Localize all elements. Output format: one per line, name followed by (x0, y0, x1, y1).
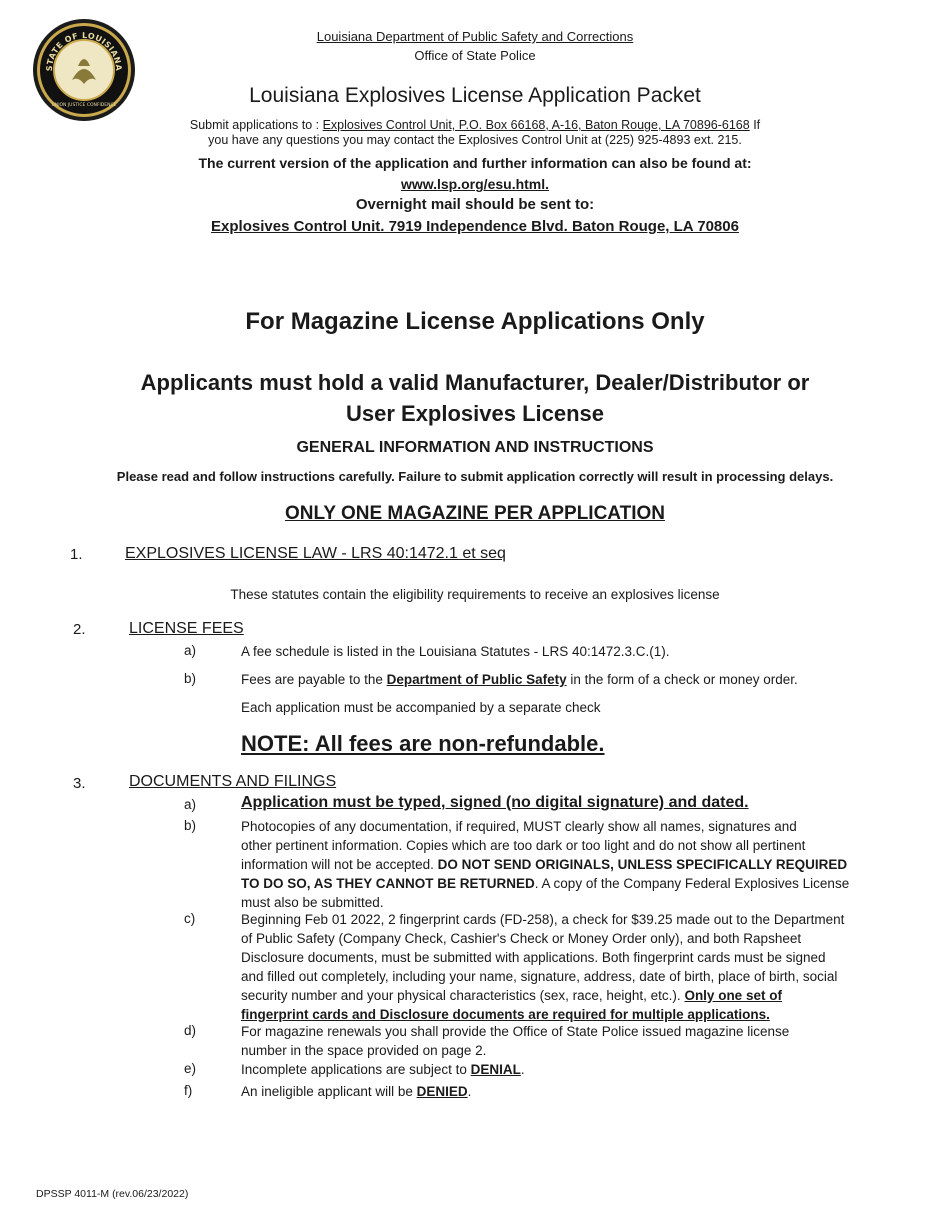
submit-suffix: If (749, 118, 761, 132)
separate-check-text: Each application must be accompanied by a separate check (241, 700, 601, 715)
ineligible-applicant-text (241, 1082, 891, 1101)
text-line: and filled out completely, including your name, signature, address, date of birth, place of birth, social (241, 969, 838, 984)
section-1-text: These statutes contain the eligibility requirements to receive an explosives license (230, 587, 720, 602)
section-2-title: LICENSE FEES (129, 620, 244, 637)
text-span: Incomplete applications are subject to (241, 1062, 471, 1077)
website-link[interactable]: www.lsp.org/esu.html. (400, 176, 550, 192)
magazine-heading: For Magazine License Applications Only (245, 308, 705, 335)
section-3-number: 3. (73, 775, 86, 792)
item-letter: c) (184, 911, 196, 926)
current-version-line: The current version of the application and further information can also be found at: (198, 155, 752, 171)
text-line: fingerprint cards and Disclosure documents are required for multiple applications. (241, 1007, 770, 1022)
fees-payable-text (241, 670, 891, 689)
text-span: security number and your physical characteristics (sex, race, height, etc.). (241, 988, 685, 1003)
fee-schedule-text: A fee schedule is listed in the Louisiana Statutes - LRS 40:1472.3.C.(1). (241, 644, 670, 659)
text-span: . (467, 1084, 472, 1099)
text-line (241, 874, 891, 893)
text-line (241, 855, 891, 874)
text-span: DENIED (416, 1084, 468, 1099)
overnight-heading: Overnight mail should be sent to: (355, 196, 595, 213)
non-refundable-note: NOTE: All fees are non-refundable. (241, 731, 605, 756)
text-line: Beginning Feb 01 2022, 2 fingerprint cards (FD-258), a check for $39.25 made out to the Department (241, 912, 845, 927)
text-span: DO NOT SEND ORIGINALS, UNLESS SPECIFICALLY REQUIRED (437, 857, 848, 872)
text-span: information will not be accepted. (241, 857, 438, 872)
packet-title: Louisiana Explosives License Application Packet (249, 84, 701, 107)
svg-text:UNION JUSTICE CONFIDENCE: UNION JUSTICE CONFIDENCE (51, 103, 117, 108)
renewal-paragraph (241, 1022, 891, 1060)
contact-line: you have any questions you may contact the Explosives Control Unit at (225) 925-4893 ext. 215. (208, 133, 742, 147)
item-letter: f) (184, 1083, 193, 1098)
text-line: Photocopies of any documentation, if required, MUST clearly show all names, signatures and (241, 819, 797, 834)
fingerprint-paragraph (241, 910, 901, 1024)
text-line: other pertinent information. Copies which are too dark or too light and do not show all pertinent (241, 838, 806, 853)
typed-signed-dated-text: Application must be typed, signed (no digital signature) and dated. (241, 794, 749, 811)
item-letter: b) (184, 818, 197, 833)
general-info-heading: GENERAL INFORMATION AND INSTRUCTIONS (296, 439, 654, 456)
text-line: For magazine renewals you shall provide the Office of State Police issued magazine license (241, 1024, 790, 1039)
text-span: . (520, 1062, 525, 1077)
office-name: Office of State Police (414, 48, 536, 63)
text-span: Fees are payable to the (241, 672, 387, 687)
text-span: TO DO SO, AS THEY CANNOT BE RETURNED (241, 876, 535, 891)
one-magazine-heading: ONLY ONE MAGAZINE PER APPLICATION (284, 503, 666, 524)
section-1-title: EXPLOSIVES LICENSE LAW - LRS 40:1472.1 et seq (125, 545, 506, 562)
overnight-address: Explosives Control Unit. 7919 Independence Blvd. Baton Rouge, LA 70806 (211, 218, 739, 235)
item-letter: b) (184, 671, 197, 686)
incomplete-applications-text (241, 1060, 891, 1079)
text-span: . A copy of the Company Federal Explosives License (534, 876, 850, 891)
text-span: An ineligible applicant will be (241, 1084, 417, 1099)
text-line: Disclosure documents, must be submitted with applications. Both fingerprint cards must be signed (241, 950, 826, 965)
text-line: of Public Safety (Company Check, Cashier's Check or Money Order only), and both Rapsheet (241, 931, 802, 946)
item-letter: d) (184, 1023, 197, 1038)
text-span: DENIAL (470, 1062, 521, 1077)
read-instructions-note: Please read and follow instructions carefully. Failure to submit application correctly will result in processing delays. (116, 469, 834, 484)
applicants-heading-line1: Applicants must hold a valid Manufacturer, Dealer/Distributor or (140, 370, 810, 395)
section-3-title: DOCUMENTS AND FILINGS (129, 773, 337, 790)
item-letter: a) (184, 797, 197, 812)
item-letter: a) (184, 643, 197, 658)
dps-payee: Department of Public Safety (386, 672, 567, 687)
text-line (241, 986, 901, 1005)
section-1-number: 1. (70, 546, 83, 563)
text-line: must also be submitted. (241, 895, 384, 910)
svg-text:STATE OF LOUISIANA: STATE OF LOUISIANA (44, 30, 124, 72)
department-name: Louisiana Department of Public Safety and Corrections (316, 29, 634, 44)
photocopies-paragraph (241, 817, 891, 912)
section-2-number: 2. (73, 621, 86, 638)
text-line: number in the space provided on page 2. (241, 1043, 487, 1058)
submit-line (0, 118, 950, 133)
submit-prefix: Submit applications to : (189, 118, 323, 132)
text-span: in the form of a check or money order. (566, 672, 798, 687)
applicants-heading-line2: User Explosives License (345, 401, 605, 426)
item-letter: e) (184, 1061, 197, 1076)
text-span: Only one set of (684, 988, 782, 1003)
form-id: DPSSP 4011-M (rev.06/23/2022) (36, 1188, 189, 1200)
submit-address: Explosives Control Unit, P.O. Box 66168, A-16, Baton Rouge, LA 70896-6168 (322, 118, 750, 132)
